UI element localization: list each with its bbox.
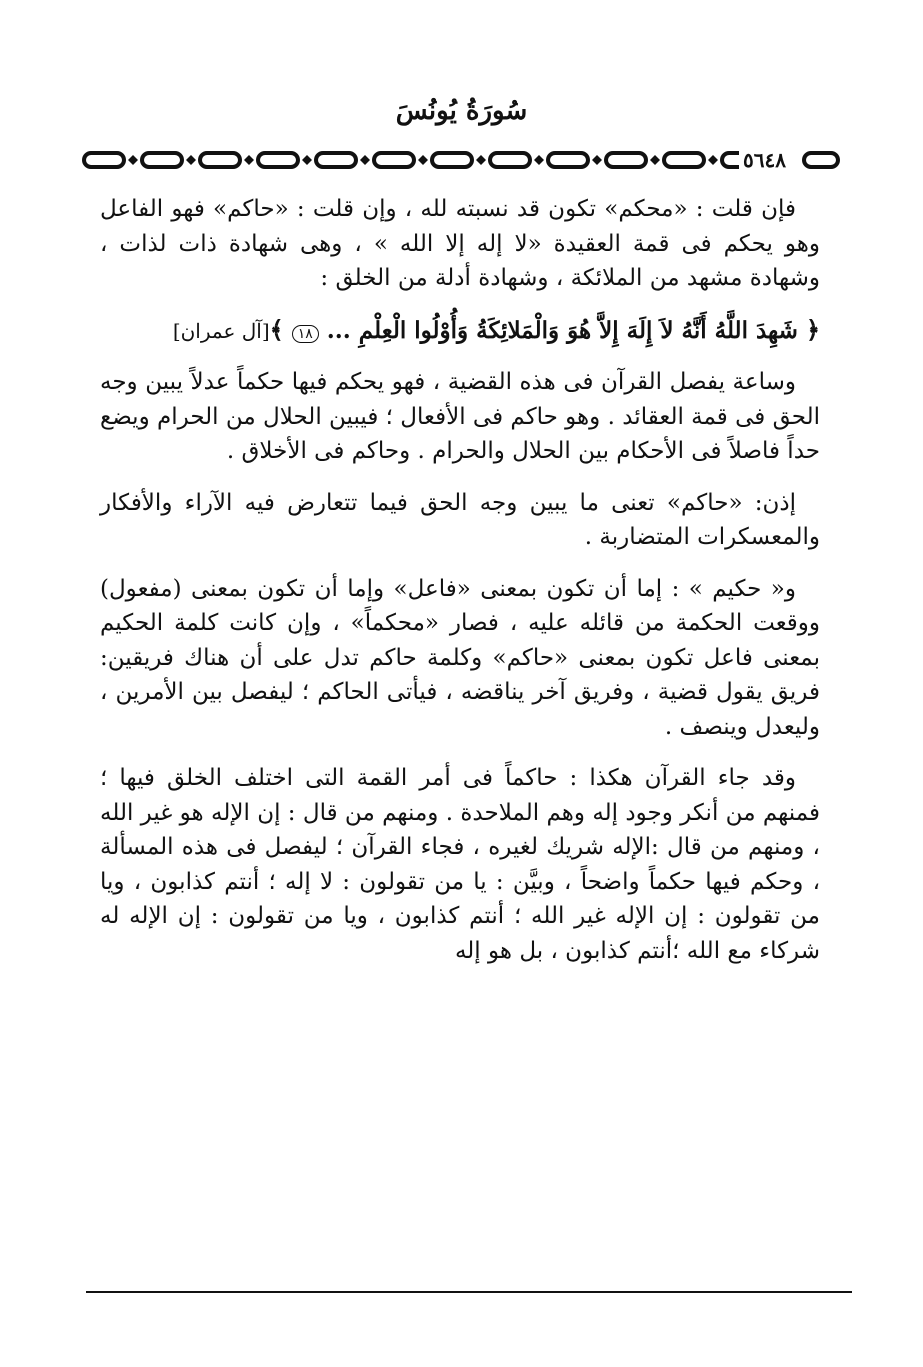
paragraph-2: وساعة يفصل القرآن فى هذه القضية ، فهو يحكم فيها حكماً عدلاً يبين وجه الحق فى قمة العقائد . وهو حاكم فى الأفعال ؛ فيبين الحلال من الحرام ويضع حداً فاصلاً فى الأحكام بين الحلال والحرام . وحاكم فى الأخلاق .	[100, 369, 820, 464]
quran-verse	[100, 313, 820, 349]
page-number: ٥٦٤٨	[739, 148, 790, 172]
verse-close-bracket: ﴾	[269, 314, 284, 344]
verse-reference: [آل عمران]	[172, 318, 270, 343]
paragraph-3: إذن: «حاكم» تعنى ما يبين وجه الحق فيما تتعارض فيه الآراء والأفكار والمعسكرات المتضاربة .	[100, 489, 820, 550]
ornament-chain-icon	[82, 148, 842, 172]
verse-number: ١٨	[292, 325, 319, 343]
verse-text: شَهِدَ اللَّهُ أَنَّهُ لاَ إِلَهَ إِلاَّ هُوَ وَالْمَلائِكَةُ وَأُوْلُوا الْعِلْمِ ...	[326, 316, 798, 344]
paragraph-4: و« حكيم » : إما أن تكون بمعنى «فاعل» وإما أن تكون بمعنى (مفعول) ووقعت الحكمة من قائله عليه ، فصار «محكماً» ، وإن كانت كلمة الحكيم بمعنى فاعل تكون بمعنى «حاكم» وكلمة حاكم تدل على أن هناك فريقين: فريق يقول قضية ، وفريق آخر يناقضه ، فيأتى الحاكم ؛ ليفصل بين الأمرين ، وليعدل وينصف .	[100, 575, 820, 740]
body-text	[100, 192, 820, 985]
decorative-border	[82, 148, 842, 172]
surah-title: سُورَةُ يُونُسَ	[395, 96, 528, 126]
footer-rule	[86, 1291, 852, 1293]
paragraph-5: وقد جاء القرآن هكذا : حاكماً فى أمر القمة التى اختلف الخلق فيها ؛ فمنهم من أنكر وجود إله وهم الملاحدة . ومنهم من قال : إن الإله هو غير الله ، ومنهم من قال :الإله شريك لغيره ، فجاء القرآن ؛ ليفصل فى هذه المسألة ، وحكم فيها حكماً واضحاً ، وبيَّن : يا من تقولون : لا إله ؛ أنتم كذابون ، ويا من تقولون : إن الإله غير الله ؛ أنتم كذابون ، ويا من تقولون : إن الإله له شركاء مع الله ؛أنتم كذابون ، بل هو إله	[100, 765, 820, 964]
paragraph-1: فإن قلت : «محكم» تكون قد نسبته لله ، وإن قلت : «حاكم» فهو الفاعل وهو يحكم فى قمة العقيدة «لا إله إلا الله » ، وهى شهادة ذات لذات ، وشهادة مشهد من الملائكة ، وشهادة أدلة من الخلق :	[100, 196, 820, 291]
verse-open-bracket: ﴿	[805, 314, 820, 344]
